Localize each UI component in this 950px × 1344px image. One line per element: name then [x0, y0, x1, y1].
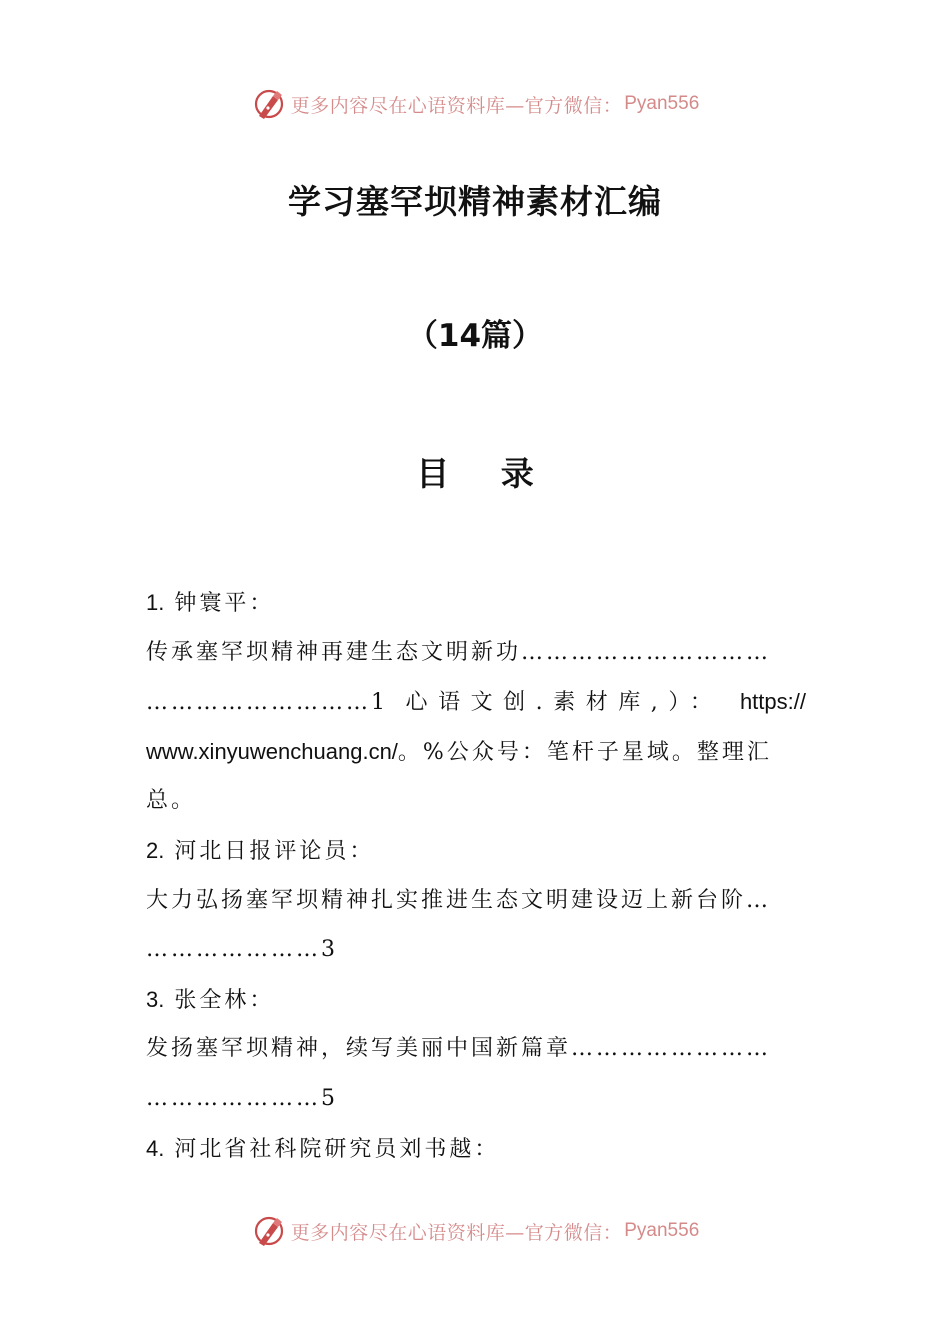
toc-leader-page: …………………5 — [146, 1085, 338, 1111]
toc-entry-number: 3. — [146, 986, 165, 1012]
toc-note-url-start: https:// — [739, 689, 806, 715]
toc-entry-1-title[interactable] — [146, 628, 806, 678]
banner-text: 更多内容尽在心语资料库—官方微信： — [290, 1221, 623, 1244]
header-watermark-banner — [0, 84, 950, 124]
toc-leader-page: ………………………1 — [146, 690, 388, 716]
toc-note: 心语文创.素材库,）： — [405, 690, 723, 716]
banner-text: 更多内容尽在心语资料库—官方微信： — [290, 94, 623, 117]
toc-note-url: www.xinyuwenchuang.cn/ — [146, 738, 398, 764]
pen-nib-logo-icon — [251, 86, 287, 122]
toc-entry-number: 4. — [146, 1135, 165, 1161]
toc-entry-3-leader — [146, 1074, 806, 1124]
toc-entry-1-leader — [146, 677, 806, 727]
toc-entry-title: 发扬塞罕坝精神，续写美丽中国新篇章…………………… — [146, 1036, 772, 1062]
footer-watermark-banner — [0, 1211, 950, 1251]
document-subtitle: （14篇） — [406, 318, 544, 354]
toc-entry-2-author — [146, 826, 806, 876]
toc-entry-3-title[interactable] — [146, 1024, 806, 1074]
toc-entry-author: 河北日报评论员： — [174, 838, 375, 864]
toc-entry-1-note — [146, 727, 806, 777]
toc-entry-author: 河北省社科院研究员刘书越： — [174, 1136, 500, 1162]
toc-entry-number: 1. — [146, 590, 165, 615]
toc-note-end: 总。 — [146, 788, 197, 814]
toc-entry-title: 大力弘扬塞罕坝精神扎实推进生态文明建设迈上新台阶… — [146, 887, 772, 913]
toc-entry-2-leader — [146, 925, 806, 975]
banner-wechat-id: Pyan556 — [624, 1220, 700, 1241]
toc-entry-2-title[interactable] — [146, 876, 806, 926]
toc-note-tail: 。%公众号：笔杆子星域。整理汇 — [397, 739, 772, 765]
pen-nib-logo-icon — [251, 1213, 287, 1249]
document-title: 学习塞罕坝精神素材汇编 — [288, 182, 662, 221]
toc-entry-title: 传承塞罕坝精神再建生态文明新功………………………… — [146, 639, 772, 665]
toc-entry-number: 2. — [146, 837, 165, 863]
toc-entry-3-author — [146, 975, 806, 1025]
table-of-contents — [146, 578, 806, 1173]
toc-entry-1-author — [146, 578, 806, 628]
banner-wechat-id: Pyan556 — [624, 93, 700, 114]
toc-entry-4-author — [146, 1124, 806, 1174]
toc-heading: 目 录 — [416, 454, 554, 493]
toc-leader-page: …………………3 — [146, 937, 338, 963]
toc-entry-1-note-end — [146, 776, 806, 826]
toc-entry-author: 张全林： — [174, 987, 275, 1013]
toc-entry-author: 钟寰平： — [174, 591, 275, 616]
